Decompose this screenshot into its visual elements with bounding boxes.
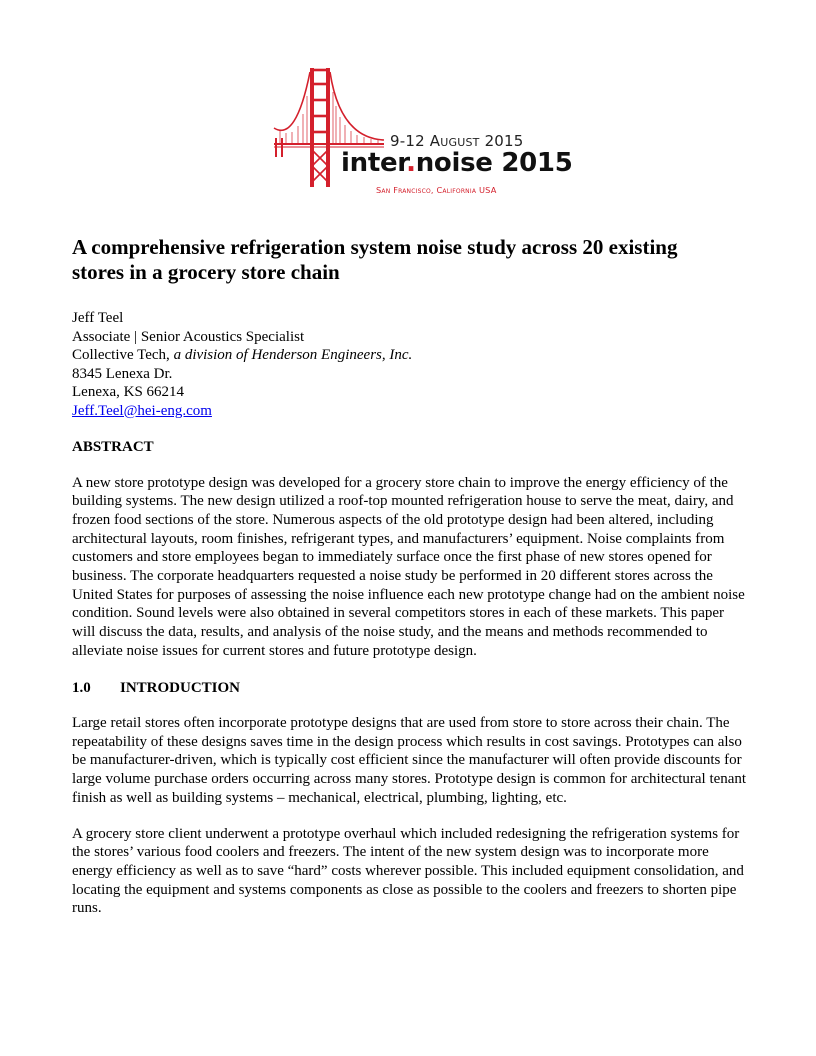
conference-location: San Francisco, California USA xyxy=(376,185,497,195)
author-position: Associate | Senior Acoustics Specialist xyxy=(72,328,305,345)
conference-name xyxy=(341,148,573,178)
conference-name-dot: . xyxy=(406,148,416,178)
author-company: Collective Tech, xyxy=(72,347,170,363)
author-company-division: a division of Henderson Engineers, Inc. xyxy=(173,347,413,363)
conference-name-part1: inter xyxy=(341,148,407,178)
author-city: Lenexa, KS 66214 xyxy=(72,384,185,400)
author-affiliation xyxy=(72,346,748,365)
abstract-heading: ABSTRACT xyxy=(72,439,154,455)
conference-logo xyxy=(272,62,573,202)
author-name: Jeff Teel xyxy=(72,310,124,326)
section-number: 1.0 xyxy=(72,679,91,696)
introduction-paragraph-1: Large retail stores often incorporate prototype designs that are used from store to store across their chain. The repeatability of these designs saves time in the design process which results in cost savings. Prototypes can also be manufacturer-driven, which is typically cost efficient since the manufacturer will often provide discounts for large volume purchase orders occurring across many stores. Prototype design is common for architectural tenant finish as well as building systems – mechanical, electrical, plumbing, lighting, etc. xyxy=(72,715,747,806)
section-title: INTRODUCTION xyxy=(120,679,241,696)
introduction-heading xyxy=(72,679,748,698)
paper-body xyxy=(72,235,748,918)
author-block xyxy=(72,309,748,420)
abstract-text: A new store prototype design was developed for a grocery store chain to improve the energy efficiency of the building systems. The new design utilized a roof-top mounted refrigeration house to serve the meat, dairy, and frozen food sections of the store. Numerous aspects of the old prototype design had been altered, including architectural layouts, room finishes, refrigerant types, and manufacturers’ equipment. Noise complaints from customers and store employees began to immediately surface once the first phase of new stores opened for business. The corporate headquarters requested a noise study be performed in 20 different stores across the United States for purposes of assessing the noise influence each new prototype change had on the ambient noise condition. Sound levels were also obtained in several competitors stores in each of these markets. This paper will discuss the data, results, and analysis of the noise study, and the means and methods recommended to alleviate noise issues for current stores and future prototype design. xyxy=(72,474,745,659)
author-street: 8345 Lenexa Dr. xyxy=(72,365,173,382)
introduction-paragraph-2: A grocery store client underwent a prototype overhaul which included redesigning the refrigeration systems for the stores’ various food coolers and freezers. The intent of the new system design was to incorporate more energy efficiency as well as to save “hard” costs wherever possible. This included equipment consolidation, and locating the equipment and systems components as close as possible to the coolers and freezers to shorten pipe runs. xyxy=(72,825,744,917)
conference-date: 9-12 August 2015 xyxy=(390,132,524,150)
paper-title: A comprehensive refrigeration system noise study across 20 existing stores in a grocery store chain xyxy=(72,235,678,284)
author-email-link[interactable]: Jeff.Teel@hei-eng.com xyxy=(72,402,212,419)
conference-name-part2: noise 2015 xyxy=(415,148,573,178)
